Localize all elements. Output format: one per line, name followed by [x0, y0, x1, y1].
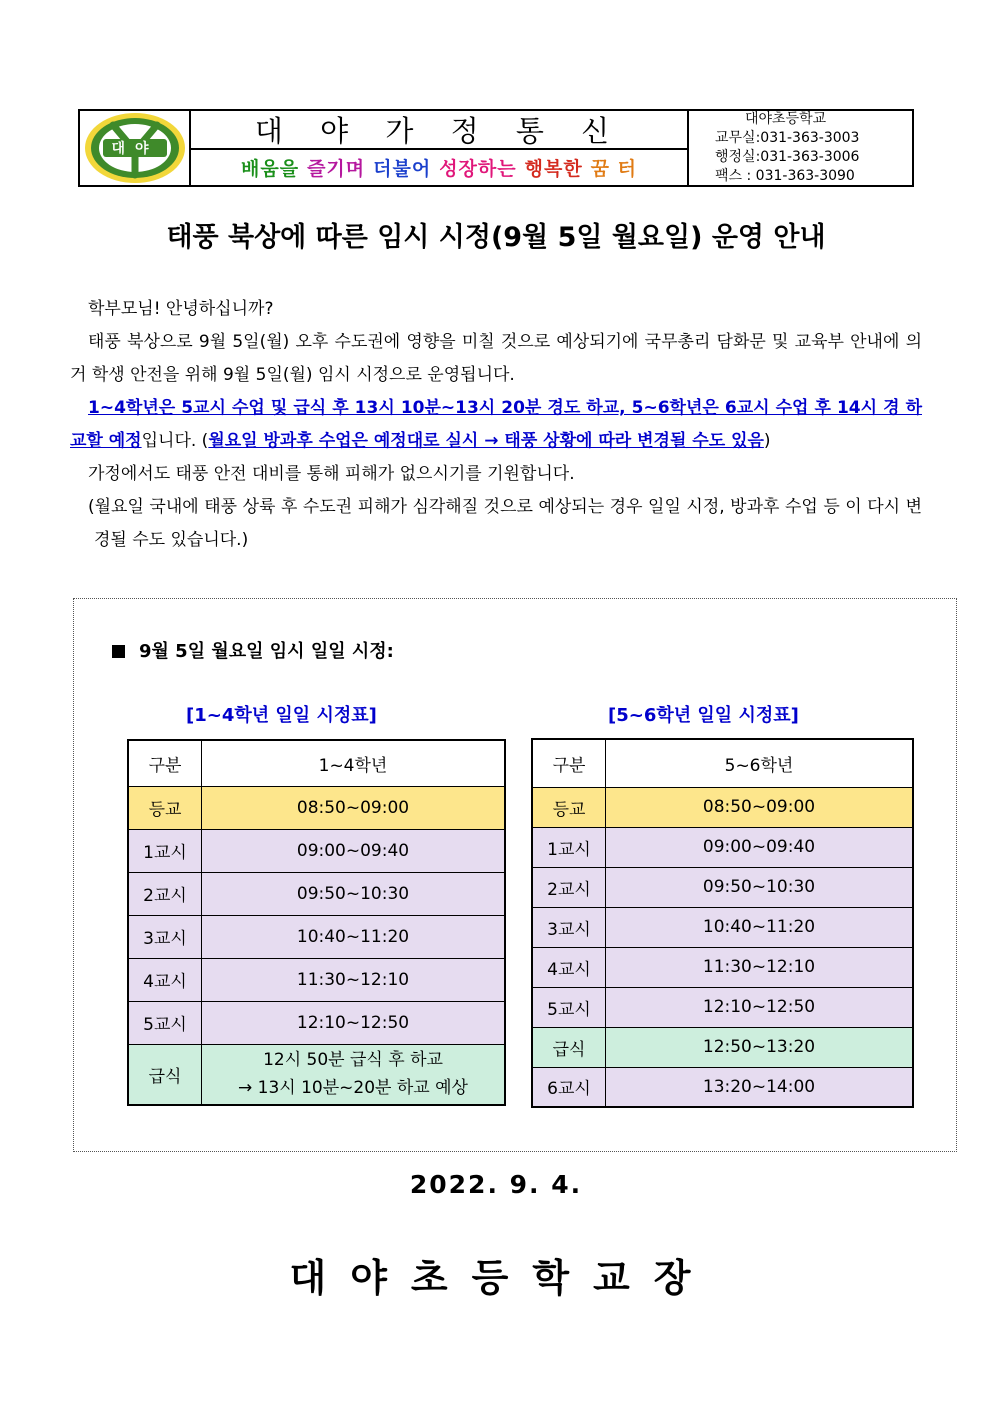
school-logo [80, 111, 191, 185]
period-time: 09:00~09:40 [202, 829, 506, 872]
table-row [128, 829, 505, 872]
period-label: 2교시 [532, 867, 606, 907]
paragraph-2 [70, 392, 922, 458]
period-label: 4교시 [532, 947, 606, 987]
period-label: 3교시 [532, 907, 606, 947]
period-time: 08:50~09:00 [606, 787, 914, 827]
schedule-table-grades-1-4 [127, 739, 506, 1106]
motto-word: 즐기며 [307, 158, 366, 180]
period-time: 10:40~11:20 [202, 915, 506, 958]
schedule-table-grades-5-6 [531, 738, 914, 1108]
period-time: 13:20~14:00 [606, 1067, 914, 1107]
table-row [532, 987, 913, 1027]
newsletter-header [78, 109, 914, 187]
table-row [532, 1027, 913, 1067]
table-row [128, 786, 505, 829]
table-row [532, 947, 913, 987]
period-time: 09:50~10:30 [606, 867, 914, 907]
table-header-cell: 구분 [532, 739, 606, 787]
period-time: 09:50~10:30 [202, 872, 506, 915]
motto-word: 성장하는 [439, 158, 517, 180]
table-header-cell: 구분 [128, 740, 202, 786]
period-time: 08:50~09:00 [202, 786, 506, 829]
period-time [202, 1044, 506, 1105]
period-time-line2: → 13시 10분~20분 하교 예상 [238, 1078, 468, 1099]
contact-admin: 행정실:031-363-3006 [715, 149, 860, 165]
period-label: 1교시 [532, 827, 606, 867]
period-label: 6교시 [532, 1067, 606, 1107]
logo-text: 대야 [110, 141, 159, 157]
table-row [532, 1067, 913, 1107]
motto-word: 더불어 [373, 158, 432, 180]
contact-office: 교무실:031-363-3003 [715, 130, 860, 146]
letter-body [70, 293, 922, 557]
schedule-section [73, 598, 957, 1152]
document-title: 태풍 북상에 따른 임시 시정(9월 5일 월요일) 운영 안내 [166, 222, 826, 253]
period-label: 2교시 [128, 872, 202, 915]
table-header-cell: 1~4학년 [202, 740, 506, 786]
square-bullet-icon [112, 645, 125, 658]
motto-word: 행복한 [524, 158, 583, 180]
period-label: 5교시 [128, 1001, 202, 1044]
school-emblem-icon [83, 111, 187, 185]
table-row [128, 915, 505, 958]
period-time: 10:40~11:20 [606, 907, 914, 947]
dismissal-notice: 1~4학년은 5교시 수업 및 급식 후 13시 10분~13시 20분 경도 하교, 5~6학년은 6교시 수업 후 14시 경 하교할 예정 [70, 398, 922, 451]
period-label: 등교 [128, 786, 202, 829]
motto-word: 배움을 [241, 158, 300, 180]
period-label: 1교시 [128, 829, 202, 872]
period-time: 12:50~13:20 [606, 1027, 914, 1067]
table-row [128, 1001, 505, 1044]
contact-info [689, 111, 912, 185]
title-cell [191, 111, 689, 185]
table2-caption: [5~6학년 일일 시정표] [608, 705, 799, 726]
table-header-cell: 5~6학년 [606, 739, 914, 787]
period-label: 급식 [532, 1027, 606, 1067]
table-row [128, 958, 505, 1001]
contact-fax: 팩스 : 031-363-3090 [715, 168, 855, 184]
paragraph-1: 태풍 북상으로 9월 5일(월) 오후 수도권에 영향을 미칠 것으로 예상되기에 국무총리 담화문 및 교육부 안내에 의거 학생 안전을 위해 9월 5일(월) 임시 시정으로 운영됩니다. [70, 332, 922, 385]
paragraph-2-mid: 입니다. ( [141, 431, 209, 451]
period-label: 4교시 [128, 958, 202, 1001]
afterschool-notice: 월요일 방과후 수업은 예정대로 실시 → 태풍 상황에 따라 변경될 수도 있음 [208, 431, 764, 451]
school-name: 대야초등학교 [745, 111, 827, 127]
paragraph-3: 가정에서도 태풍 안전 대비를 통해 피해가 없으시기를 기원합니다. [88, 464, 575, 484]
table1-caption: [1~4학년 일일 시정표] [186, 705, 377, 726]
schedule-heading [112, 637, 394, 663]
table-row [532, 867, 913, 907]
paragraph-2-end: ) [763, 431, 771, 451]
newsletter-title: 대 야 가 정 통 신 [191, 111, 687, 150]
period-time-line1: 12시 50분 급식 후 하교 [263, 1050, 443, 1071]
period-time: 11:30~12:10 [202, 958, 506, 1001]
period-time: 12:10~12:50 [606, 987, 914, 1027]
paragraph-4: (월요일 국내에 태풍 상륙 후 수도권 피해가 심각해질 것으로 예상되는 경우 일일 시정, 방과후 수업 등 이 다시 변경될 수도 있습니다.) [88, 497, 922, 550]
greeting: 학부모님! 안녕하십니까? [88, 299, 274, 319]
period-label: 3교시 [128, 915, 202, 958]
period-time: 11:30~12:10 [606, 947, 914, 987]
period-time: 12:10~12:50 [202, 1001, 506, 1044]
motto-word: 꿈 터 [590, 158, 637, 180]
period-label: 급식 [128, 1044, 202, 1105]
table-row [128, 872, 505, 915]
table-row [128, 1044, 505, 1105]
document-date: 2022. 9. 4. [409, 1170, 583, 1199]
period-label: 5교시 [532, 987, 606, 1027]
table-row [532, 787, 913, 827]
period-time: 09:00~09:40 [606, 827, 914, 867]
schedule-heading-text: 9월 5일 월요일 임시 일일 시정: [139, 641, 394, 662]
school-motto [191, 150, 687, 185]
table-row [532, 827, 913, 867]
principal-signature: 대야초등학교장 [289, 1256, 715, 1300]
period-label: 등교 [532, 787, 606, 827]
table-row [532, 907, 913, 947]
